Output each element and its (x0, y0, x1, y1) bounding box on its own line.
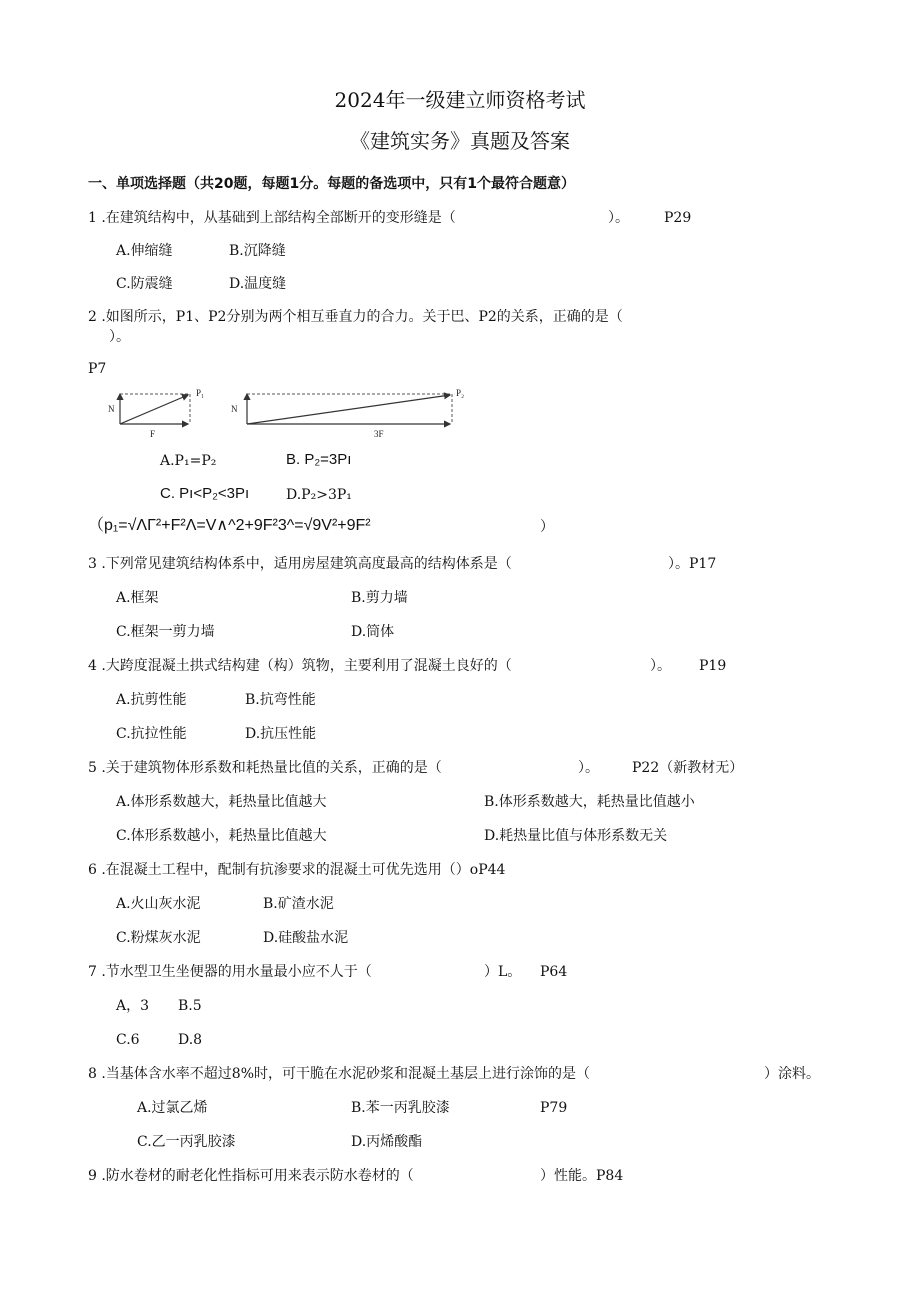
label-f: F (150, 429, 156, 439)
q8-stem: 8 .当基体含水率不超过8%时，可干脆在水泥砂浆和混凝土基层上进行涂饰的是（ (88, 1066, 591, 1082)
q8-option-b: B.苯一丙乳胶漆 (351, 1100, 450, 1116)
document-subtitle: 《建筑实务》真题及答案 (350, 129, 570, 153)
q4-option-d: D.抗压性能 (245, 726, 317, 742)
q2-page: P7 (88, 361, 107, 377)
q6-option-c: C.粉煤灰水泥 (116, 930, 201, 946)
q2-option-d: D.P₂>3P₁ (286, 487, 352, 503)
force-diagram (104, 382, 479, 442)
q1-option-d: D.温度缝 (229, 276, 287, 292)
q2-formula: （p₁=√ΛΓ²+F²Λ=V∧^2+9F²3^=√9V²+9F² (88, 517, 371, 534)
q7-stem: 7 .节水型卫生坐便器的用水量最小应不人于（ (88, 964, 372, 980)
label-n-1: N (108, 404, 115, 414)
q6-option-a: A.火山灰水泥 (116, 896, 201, 912)
q2-option-c: C. Pı<P₂<3Pı (160, 485, 250, 502)
q4-close: ）。 (650, 658, 671, 674)
q3-close: ）。P17 (668, 556, 717, 572)
q3-option-a: A.框架 (116, 590, 159, 606)
q6-option-b: B.矿渣水泥 (263, 896, 334, 912)
resultant-p2-arrow (247, 395, 450, 424)
document-title: 2024年一级建立师资格考试 (334, 88, 586, 112)
q2-stem: 2 .如图所示，P1、P2分别为两个相互垂直力的合力。关于巴、P2的关系，正确的是（ (88, 309, 623, 325)
q5-option-c: C.体形系数越小，耗热量比值越大 (116, 828, 327, 844)
q6-stem: 6 .在混凝土工程中，配制有抗渗要求的混凝土可优先选用（）oP44 (88, 862, 506, 878)
resultant-p1-arrow (120, 395, 188, 424)
q1-page: P29 (664, 210, 692, 226)
q9-stem: 9 .防水卷材的耐老化性指标可用来表示防水卷材的（ (88, 1168, 414, 1184)
q6-option-d: D.硅酸盐水泥 (263, 930, 349, 946)
q1-option-c: C.防震缝 (116, 276, 173, 292)
q7-option-a: A，3 (116, 998, 150, 1014)
q4-option-a: A.抗剪性能 (116, 692, 187, 708)
q2-option-b: B. P₂=3Pı (286, 451, 352, 468)
q2-stem-close: ）。 (109, 329, 130, 345)
q4-option-b: B.抗弯性能 (245, 692, 316, 708)
q7-page: P64 (540, 964, 568, 980)
q5-option-b: B.体形系数越大，耗热量比值越小 (484, 794, 695, 810)
q7-option-d: D.8 (178, 1032, 203, 1048)
q1-close: ）。 (608, 210, 629, 226)
q9-close: ）性能。P84 (540, 1168, 624, 1184)
q7-option-c: C.6 (116, 1032, 140, 1048)
q4-page: P19 (699, 658, 727, 674)
q2-formula-close: ） (540, 519, 554, 535)
q8-option-c: C.乙一丙乳胶漆 (137, 1134, 236, 1150)
q7-close: ）L。 (484, 964, 522, 980)
q2-option-a: A.P₁=P₂ (160, 453, 217, 469)
q8-page: P79 (540, 1100, 568, 1116)
q1-option-a: A.伸缩缝 (116, 243, 173, 259)
label-3f: 3F (374, 429, 384, 439)
q5-option-a: A.体形系数越大，耗热量比值越大 (116, 794, 327, 810)
label-p2: P₂ (456, 388, 465, 398)
q3-stem: 3 .下列常见建筑结构体系中，适用房屋建筑高度最高的结构体系是（ (88, 556, 512, 572)
q8-close: ）涂料。 (764, 1066, 820, 1082)
q5-stem: 5 .关于建筑物体形系数和耗热量比值的关系，正确的是（ (88, 760, 442, 776)
q3-option-d: D.筒体 (351, 624, 395, 640)
q5-close: ）。 (578, 760, 599, 776)
q8-option-a: A.过氯乙烯 (137, 1100, 208, 1116)
q1-option-b: B.沉降缝 (229, 243, 286, 259)
q5-page: P22（新教材无） (632, 760, 744, 776)
q4-stem: 4 .大跨度混凝土拱式结构建（构）筑物，主要利用了混凝土良好的（ (88, 658, 512, 674)
q1-stem: 1 .在建筑结构中，从基础到上部结构全部断开的变形缝是（ (88, 210, 456, 226)
label-n-2: N (231, 404, 238, 414)
q3-option-c: C.框架一剪力墙 (116, 624, 215, 640)
section-heading: 一、单项选择题（共20题，每题1分。每题的备选项中，只有1个最符合题意） (88, 176, 575, 192)
q3-option-b: B.剪力墙 (351, 590, 408, 606)
q8-option-d: D.丙烯酸酯 (351, 1134, 423, 1150)
label-p1: P₁ (196, 388, 205, 398)
q7-option-b: B.5 (178, 998, 202, 1014)
q4-option-c: C.抗拉性能 (116, 726, 187, 742)
q5-option-d: D.耗热量比值与体形系数无关 (484, 828, 668, 844)
